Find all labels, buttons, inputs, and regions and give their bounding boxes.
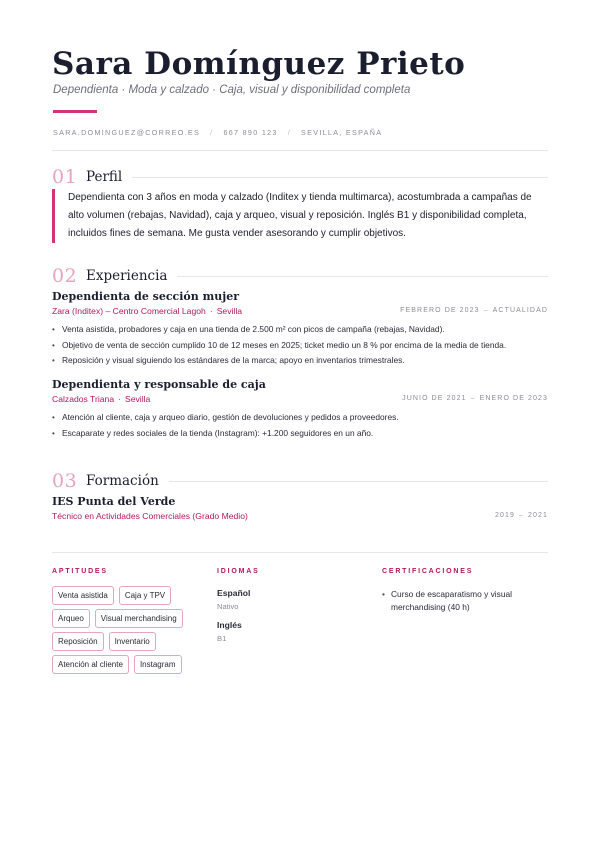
job-city: Sevilla <box>216 306 243 316</box>
job-city: Sevilla <box>124 394 151 404</box>
contact-line <box>53 128 382 137</box>
job-start-date: FEBRERO DE 2023 <box>400 307 480 314</box>
section-title: Experiencia <box>86 268 168 284</box>
skill-tag: Venta asistida <box>52 586 114 605</box>
job-achievements <box>52 410 548 441</box>
footer-divider <box>52 552 548 553</box>
header-divider <box>52 150 548 151</box>
job-achievements <box>52 322 548 369</box>
contact-separator: / <box>210 128 214 137</box>
section-number: 03 <box>52 470 78 492</box>
job-start-date: JUNIO DE 2021 <box>402 395 467 402</box>
skills-heading: APTITUDES <box>52 568 108 575</box>
certification-item: • Curso de escaparatismo y visual merchandising (40 h) <box>382 588 542 613</box>
skill-tag: Caja y TPV <box>119 586 171 605</box>
contact-separator: / <box>287 128 292 137</box>
job-dates: JUNIO DE 2021 – ENERO DE 2023 <box>402 395 548 402</box>
language-name: Español <box>217 588 251 598</box>
section-rule <box>177 276 548 277</box>
job-title: Dependienta y responsable de caja <box>52 378 266 391</box>
education-end-year: 2021 <box>528 512 548 519</box>
language-level: Nativo <box>217 602 239 611</box>
company-name: Calzados Triana <box>52 394 115 404</box>
location: SEVILLA, ESPAÑA <box>301 128 383 137</box>
profile-summary: Dependienta con 3 años en moda y calzado (Inditex y tienda multimarca), acostumbrada a campañas de alto volumen (rebajas, Navidad), caja y arqueo, visual y reposición. Inglés B1 y disponibilidad completa, incluidos fines de semana. Me gusta vender asesorando y cumplir objetivos. <box>52 189 548 243</box>
section-number: 02 <box>52 265 78 287</box>
skills-tags <box>52 586 202 674</box>
section-rule <box>132 177 548 178</box>
job-title: Dependienta de sección mujer <box>52 290 239 303</box>
section-header-profile <box>52 166 548 188</box>
skill-tag: Inventario <box>109 632 156 651</box>
skill-tag: Instagram <box>134 655 182 674</box>
language-name: Inglés <box>217 620 242 630</box>
list-item: • Escaparate y redes sociales de la tienda (Instagram): +1.200 seguidores en un año. <box>52 426 548 442</box>
candidate-name: Sara Domínguez Prieto <box>52 46 466 82</box>
job-company: Zara (Inditex) – Centro Comercial Lagoh · Sevilla <box>52 306 243 316</box>
language-level: B1 <box>217 634 227 643</box>
section-header-education <box>52 470 548 492</box>
education-start-year: 2019 <box>495 512 516 519</box>
job-dates: FEBRERO DE 2023 – ACTUALIDAD <box>400 307 548 314</box>
accent-bar <box>53 110 97 113</box>
list-item: • Atención al cliente, caja y arqueo diario, gestión de devoluciones y pedidos a proveedores. <box>52 410 548 426</box>
education-dates: 2019 – 2021 <box>495 512 548 519</box>
section-rule <box>169 481 548 482</box>
languages-heading: IDIOMAS <box>217 568 260 575</box>
certifications-heading: CERTIFICACIONES <box>382 568 474 575</box>
list-item: • Objetivo de venta de sección cumplido 10 de 12 meses en 2025; ticket medio un 8 % por encima de la media de tienda. <box>52 338 548 354</box>
company-name: Zara (Inditex) – Centro Comercial Lagoh <box>52 306 206 316</box>
candidate-headline: Dependienta · Moda y calzado · Caja, visual y disponibilidad completa <box>53 84 411 96</box>
skill-tag: Reposición <box>52 632 104 651</box>
degree-name: Técnico en Actividades Comerciales (Grado Medio) <box>52 511 248 521</box>
section-title: Perfil <box>86 169 123 185</box>
email-link[interactable]: SARA.DOMINGUEZ@CORREO.ES <box>53 128 201 137</box>
phone-number[interactable]: 667 890 123 <box>223 128 278 137</box>
skill-tag: Visual merchandising <box>95 609 183 628</box>
section-header-experience <box>52 265 548 287</box>
school-name: IES Punta del Verde <box>52 495 176 508</box>
section-number: 01 <box>52 166 78 188</box>
job-company: Calzados Triana · Sevilla <box>52 394 151 404</box>
job-end-date: ENERO DE 2023 <box>479 395 548 402</box>
skill-tag: Atención al cliente <box>52 655 129 674</box>
section-title: Formación <box>86 473 159 489</box>
list-item: • Venta asistida, probadores y caja en una tienda de 2.500 m² con picos de campaña (rebajas, Navidad). <box>52 322 548 338</box>
list-item: • Reposición y visual siguiendo los estándares de la marca; apoyo en inventarios trimestrales. <box>52 353 548 369</box>
job-end-date: ACTUALIDAD <box>492 307 548 314</box>
skill-tag: Arqueo <box>52 609 90 628</box>
